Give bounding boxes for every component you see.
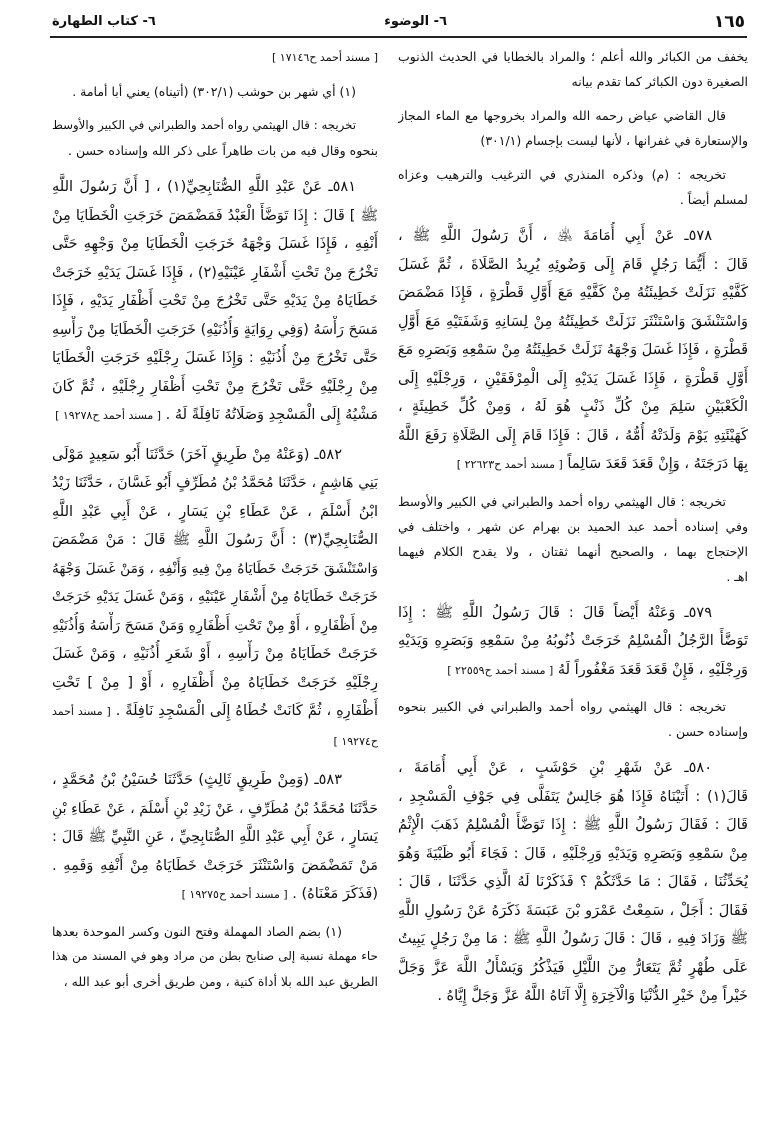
text-line: الصُّنَابِحِيِّ(٣) : أَنَّ رَسُولَ اللَّهِ ﷺ قَالَ : مَنْ مَضْمَضَ xyxy=(52,532,378,548)
commentary-paragraph xyxy=(398,44,748,94)
text-line: وإسناده حسن . xyxy=(668,724,748,739)
source-reference: [ مسند أحمد ح١٩٢٧٥ ] xyxy=(181,888,288,901)
text-line: ٥٧٩ـ وَعَنْهُ أَيْضاً قَالَ : قَالَ رَسُولُ اللَّهِ ﷺ : إِذَا xyxy=(398,604,712,621)
text-line: حَتَّى تَخْرُجَ مِنْ أُذُنَيْهِ : وَإِذَا غَسَلَ رِجْلَيْهِ خَرَجَتِ الْخَطَايَا xyxy=(52,350,378,366)
text-line: الصغيرة دون الكبائر كما تقدم بيانه xyxy=(571,74,748,89)
text-line: تَخْرُجَ مِنْ تَحْتِ أَشْفَارِ عَيْنَيْهِ(٢) ، فَإِذَا غَسَلَ يَدَيْهِ خَرَجَتْ xyxy=(52,264,378,281)
text-line: مَنْ تَمَضْمَضَ وَاسْتَنْثَرَ خَرَجَتْ خَطَايَاهُ مِنْ أَنْفِهِ وَفَمِهِ . xyxy=(52,857,378,874)
commentary-paragraph xyxy=(52,79,378,104)
line-text: (فَذَكَرَ مَعْنَاهُ) . xyxy=(287,886,378,902)
text-line: قَالَ : فَقَالَ رَسُولُ اللَّهِ ﷺ : إِذَا تَوَضَّأَ الْمُسْلِمُ ذَهَبَ الْإِثْمُ xyxy=(398,817,748,833)
text-line: فَقَالَ : أَجَلْ ، سَمِعْتُ عَمْرَو بْنَ عَبَسَةَ ذَكَرَهُ عَنْ رَسُولِ اللَّهِ xyxy=(398,902,748,919)
line-text: وَرِجْلَيْهِ ، فَإِنْ قَعَدَ قَعَدَ مَغْفُوراً لَهُ xyxy=(553,661,748,678)
text-line: رِجْلَيْهِ خَرَجَتْ خَطَايَاهُ مِنْ أَظْفَارِهِ ، أَوْ [ مِنْ ] تَحْتِ xyxy=(52,674,378,691)
hadith-paragraph xyxy=(398,599,748,686)
hadith-paragraph xyxy=(398,222,748,480)
text-line: كَفَّيْهِ نَزَلَتْ خَطِيئَتُهُ مِنْ كَفَّيْهِ مَعَ أَوَّلِ قَطْرَةٍ ، فَإِذَا مَضْمَضَ xyxy=(398,285,748,301)
text-line: يخفف من الكبائر والله أعلم ؛ والمراد بالخطايا في الحديث الذنوب xyxy=(398,49,748,64)
text-line: ٥٨٢ـ (وَعَنْهُ مِنْ طَرِيقٍ آخَرَ) حَدَّثَنَا أَبُو سَعِيدٍ مَوْلَى xyxy=(52,446,342,463)
text-line: بنحوه وقال فيه من بات طاهراً على ذكر الله وإسناده حسن . xyxy=(68,143,378,158)
text-line: أَوَّلِ قَطْرَةٍ ، فَإِذَا غَسَلَ يَدَيْهِ إِلَى الْمِرْفَقَيْنِ ، وَرِجْلَيْهِ إِلَى xyxy=(398,370,748,387)
header-rule xyxy=(50,36,747,38)
text-line: قَالَ(١) : أَتَيْنَاهُ فَإِذَا هُوَ جَالِسٌ يَتَفَلَّى فِي جَوْفِ الْمَسْجِدِ ، xyxy=(398,788,748,805)
text-line xyxy=(52,401,378,431)
text-line: ابْنُ أَسْلَمَ ، عَنْ عَطَاءِ بْنِ يَسَارٍ ، عَنْ أَبِي عَبْدِ اللَّهِ xyxy=(52,503,378,520)
section-title: ٦- الوضوء xyxy=(384,14,447,29)
text-line: الْكَعْبَيْنِ سَلِمَ مِنْ كُلِّ ذَنْبٍ هُوَ لَهُ ، وَمِنْ كُلِّ خَطِيئَةٍ ، xyxy=(398,399,748,415)
source-reference: [ مسند أحمد ح١٧١٤٦ ] xyxy=(271,51,378,64)
text-line: وفي إسناده أحمد عبد الحميد بن بهرام عن شهر ، واختلف في xyxy=(398,518,748,534)
text-line: قَالَ : أَيُّمَا رَجُلٍ قَامَ إِلَى وَضُوئِهِ يُرِيدُ الصَّلَاةَ ، ثُمَّ غَسَلَ xyxy=(398,256,748,273)
text-line: اهـ . xyxy=(726,568,748,584)
text-line: ٥٨٠ـ عَنْ شَهْرِ بْنِ حَوْشَبٍ ، عَنْ أَبِي أُمَامَةَ ، xyxy=(398,760,712,776)
text-line: مِنْ سَمْعِهِ وَبَصَرِهِ وَيَدَيْهِ وَرِجْلَيْهِ ، قَالَ : فَجَاءَ أَبُو ظَبْيَةَ وَهُوَ xyxy=(398,845,748,862)
text-line: تخريجه : قال الهيثمي رواه أحمد والطبراني في الكبير بنحوه xyxy=(398,699,726,714)
text-line: والإستعارة في غفرانها ، لأنها ليست بإجسام (٣٠١/١) xyxy=(480,133,748,148)
text-line: مِنْ رِجْلَيْهِ حَتَّى تَخْرُجَ مِنْ تَحْتِ أَظْفَارِ رِجْلَيْهِ ، ثُمَّ كَانَ xyxy=(52,378,378,395)
text-line: ٥٨١ـ عَنْ عَبْدِ اللَّهِ الصُّنَابِحِيِّ(١) ، [ أَنَّ رَسُولَ اللَّهِ xyxy=(52,179,356,195)
text-line: (١) بضم الصاد المهملة وفتح النون وكسر الموحدة بعدها xyxy=(52,923,342,939)
text-line: (١) أي شهر بن حوشب (٣٠٢/١) (أتيناه) يعني أبا أمامة . xyxy=(72,84,356,99)
text-line: ﷺ ] قَالَ : إِذَا تَوَضَّأَ الْعَبْدُ فَمَضْمَضَ خَرَجَتِ الْخَطَايَا مِنْ xyxy=(52,207,378,224)
commentary-paragraph xyxy=(398,162,748,212)
text-line: وَاسْتَنْشَقَ خَرَجَتْ خَطَايَاهُ مِنْ فِيهِ وَأَنْفِهِ ، وَمَنْ غَسَلَ وَجْهَهُ xyxy=(52,560,378,577)
hadith-paragraph xyxy=(52,766,378,910)
hadith-paragraph xyxy=(52,441,378,757)
source-reference: [ مسند أحمد ح١٩٢٧٨ ] xyxy=(55,409,162,422)
right-column xyxy=(398,44,748,1020)
source-reference: [ مسند أحمد xyxy=(52,705,111,718)
text-line xyxy=(52,697,378,727)
text-line: خَرَجَتْ خَطَايَاهُ مِنْ أَشْفَارِ عَيْنَيْهِ ، وَمَنْ غَسَلَ يَدَيْهِ خَرَجَتْ xyxy=(52,589,378,605)
text-line xyxy=(398,656,748,686)
text-line: بَنِي هَاشِمٍ ، حَدَّثَنَا مُحَمَّدُ بْنُ مُطَرِّفٍ أَبُو غَسَّانَ ، حَدَّثَنَا زَيْدُ xyxy=(52,475,378,491)
text-line: الإحتجاج بهما ، والصحيح أنهما ثقتان ، ولا يقدح الكلام فيهما xyxy=(398,543,748,559)
commentary-paragraph xyxy=(52,113,378,163)
source-reference: [ مسند أحمد ح٢٢٥٥٩ ] xyxy=(447,663,554,677)
text-line: تخريجه : قال الهيثمي رواه أحمد والطبراني في الكبير والأوسط xyxy=(52,118,356,132)
text-line: وَاسْتَنْشَقَ وَاسْتَنْثَرَ نَزَلَتْ خَطِيئَتُهُ مِنْ لِسَانِهِ وَشَفَتَيْهِ مَعَ أَوَّلِ xyxy=(398,313,748,330)
left-column xyxy=(52,44,378,1003)
text-line xyxy=(52,880,378,910)
text-line xyxy=(398,450,748,480)
text-line xyxy=(52,727,378,757)
text-line: حَدَّثَنَا مُحَمَّدُ بْنُ مُطَرِّفٍ ، عَنْ زَيْدِ بْنِ أَسْلَمَ ، عَنْ عَطَاءِ بْنِ xyxy=(52,800,378,817)
hadith-paragraph xyxy=(398,754,748,1011)
running-header xyxy=(50,8,747,38)
text-line: مَسَحَ رَأْسَهُ (وَفِي رِوَايَةٍ وَأُذُنَيْهِ) خَرَجَتِ الْخَطَايَا مِنْ رَأْسِهِ xyxy=(52,321,378,338)
text-line: كَهَيْئَتِهِ يَوْمَ وَلَدَتْهُ أُمُّهُ ، قَالَ : فَإِذَا قَامَ إِلَى الصَّلَاةِ رَفَعَ اللَّهُ xyxy=(398,427,748,444)
line-text: مَشْيُهُ إِلَى الْمَسْجِدِ وَصَلَاتُهُ نَافِلَةً لَهُ . xyxy=(161,407,378,423)
book-title: ٦- كتاب الطهارة xyxy=(52,14,156,29)
line-text: أَظْفَارِهِ ، ثُمَّ كَانَتْ خُطَاهُ إِلَى الْمَسْجِدِ نَافِلَةً . xyxy=(110,703,378,719)
text-line: يَسَارٍ ، عَنْ أَبِي عَبْدِ اللَّهِ الصُّنَابِحِيِّ ، عَنِ النَّبِيِّ ﷺ قَالَ : xyxy=(52,829,378,845)
commentary-paragraph xyxy=(398,489,748,589)
commentary-paragraph xyxy=(52,44,378,70)
text-line: أَنْفِهِ ، فَإِذَا غَسَلَ وَجْهَهُ خَرَجَتِ الْخَطَايَا مِنْ وَجْهِهِ حَتَّى xyxy=(52,236,378,252)
text-line: الطريق عبد الله بلا أداة كنية ، ومن طريق أخرى أبو عبد الله ، xyxy=(63,973,378,989)
source-reference: [ مسند أحمد ح٢٢٦٢٣ ] xyxy=(456,458,563,471)
text-line: تخريجه : (م) وذكره المنذري في الترغيب والترهيب وعزاه xyxy=(398,167,726,182)
text-line: ٥٨٣ـ (وَمِنْ طَرِيقٍ ثَالِثٍ) حَدَّثَنَا حُسَيْنُ بْنُ مُحَمَّدٍ ، xyxy=(52,772,342,788)
hadith-paragraph xyxy=(52,173,378,431)
text-line: خَطَايَاهُ مِنْ يَدَيْهِ حَتَّى تَخْرُجَ مِنْ تَحْتِ أَظْفَارِ يَدَيْهِ ، فَإِذَا xyxy=(52,293,378,309)
text-line: لمسلم أيضاً . xyxy=(679,192,748,207)
text-line: خَرَجَتْ خَطَايَاهُ مِنْ رَأْسِهِ ، أَوْ شَعَرِ أُذُنَيْهِ ، وَمَنْ غَسَلَ xyxy=(52,646,378,662)
line-text: بِهَا دَرَجَتَهُ ، وَإِنْ قَعَدَ قَعَدَ سَالِماً xyxy=(562,456,748,472)
text-line: يُحَدِّثُنَا ، فَقَالَ : مَا حَدَّثَكُمْ ؟ فَذَكَرْنَا لَهُ الَّذِي حَدَّثَنَا ، قَالَ : xyxy=(398,874,748,890)
text-line xyxy=(52,44,378,70)
source-reference: ح١٩٢٧٤ ] xyxy=(333,734,378,748)
commentary-paragraph xyxy=(398,694,748,744)
text-line: ٥٧٨ـ عَنْ أَبِي أُمَامَةَ ﵁ ، أَنَّ رَسُولَ اللَّهِ ﷺ ، xyxy=(398,228,712,244)
commentary-paragraph xyxy=(398,103,748,153)
text-line: مِنْ أَظْفَارِهِ ، أَوْ مِنْ تَحْتِ أَظْفَارِهِ وَمَنْ مَسَحَ رَأْسَهُ وَأُذُنَيْهِ xyxy=(52,617,378,634)
text-line: قال القاضي عياض رحمه الله والمراد بخروجها مع الماء المجاز xyxy=(398,108,726,123)
text-line: ﷺ وَزَادَ فِيهِ ، قَالَ : قَالَ رَسُولُ اللَّهِ ﷺ : مَا مِنْ رَجُلٍ يَبِيتُ xyxy=(398,931,748,947)
text-line: خَيْراً مِنْ خَيْرِ الدُّنْيَا وَالْآخِرَةِ إِلَّا آتَاهُ اللَّهُ عَزَّ وَجَلَّ إِيَّاهُ . xyxy=(437,988,748,1004)
text-line: تَوَضَّأَ الرَّجُلُ الْمُسْلِمُ خَرَجَتْ ذُنُوبُهُ مِنْ سَمْعِهِ وَبَصَرِهِ وَيَدَيْهِ xyxy=(398,633,748,649)
text-line: تخريجه : قال الهيثمي رواه أحمد والطبراني في الكبير والأوسط xyxy=(398,493,726,509)
page-number: ١٦٥ xyxy=(713,12,745,32)
text-line: حاء مهملة نسبة إلى صنابح بطن من مراد وهو في المسند من هذا xyxy=(52,948,378,963)
text-line: عَلَى طُهْرٍ ثُمَّ يَتَعَارُّ مِنَ اللَّيْلِ فَيَذْكُرُ وَيَسْأَلُ اللَّهَ عَزَّ وَجَلَّ xyxy=(398,959,748,976)
text-line: قَطْرَةٍ ، فَإِذَا غَسَلَ وَجْهَهُ نَزَلَتْ خَطِيئَتُهُ مِنْ سَمْعِهِ وَبَصَرِهِ مَعَ xyxy=(398,342,748,358)
commentary-paragraph xyxy=(52,919,378,994)
